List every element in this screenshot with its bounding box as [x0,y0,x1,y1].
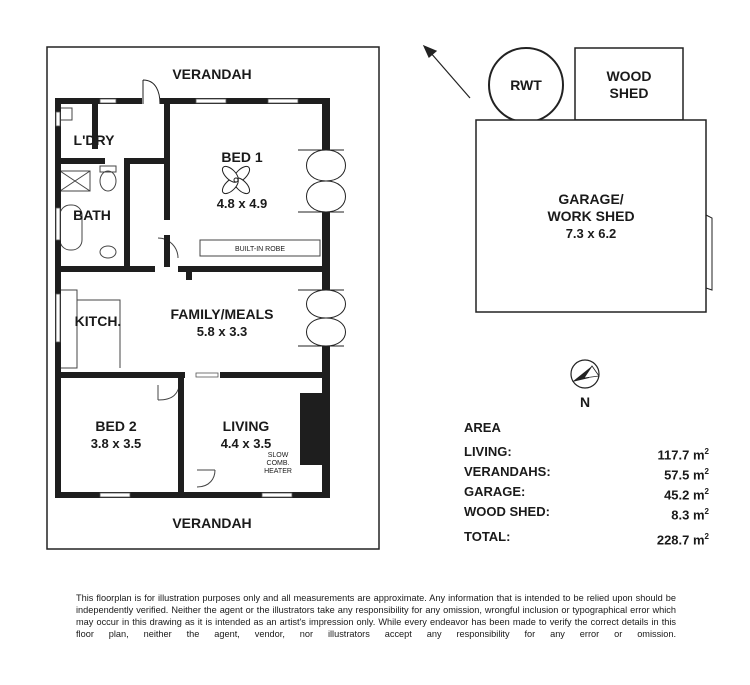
laundry-label: L'DRY [73,132,115,148]
area-row-value: 8.3 $m^2$ [671,507,709,523]
area-row-label: WOOD SHED: [464,504,550,519]
area-row-label: LIVING: [464,444,512,459]
disclaimer-text: This floorplan is for illustration purposes only and all measurements are approximate. Any information that is intended to be relied upon should be independently verified. Neither the agent or the illustrators take any responsibility for any omission, wrongful inclusion or typographical error which may occur in this drawing as it is intended as an artist's impression only. While every endeavor has been made to verify the correct details in this floor plan, neither the agent, vendor, nor illustrators accept any responsibility for any error or omission. [76,593,676,639]
bed1-dimensions: 4.8 x 4.9 [216,196,268,211]
area-row-living [464,442,709,462]
entry-door [142,80,160,105]
area-row-wood-shed [464,502,709,522]
area-total-value: 228.7 $m^2$ [656,532,709,548]
heater-label-line2: COMB. [266,460,290,467]
robe-label: BUILT-IN ROBE [234,246,286,253]
family-meals-label: FAMILY/MEALS [170,306,274,322]
wood-shed-label-line1: WOOD [606,68,652,84]
heater-label-line3: HEATER [264,468,292,475]
living-label: LIVING [222,418,270,434]
wood-shed [575,48,683,120]
ceiling-fan-icon [220,164,253,197]
family-meals-dimensions: 5.8 x 3.3 [196,324,248,339]
wood-shed-label-line2: SHED [609,85,649,101]
area-row-verandahs [464,462,709,482]
compass-icon [571,360,599,388]
area-row-value: 57.5 $m^2$ [664,467,709,483]
living-dimensions: 4.4 x 3.5 [220,436,272,451]
bed1-label: BED 1 [221,149,263,165]
area-row-label: VERANDAHS: [464,464,551,479]
area-row-value: 45.2 $m^2$ [664,487,709,503]
garage-door [706,215,712,290]
bed2-dimensions: 3.8 x 3.5 [90,436,142,451]
verandah-bottom-label: VERANDAH [172,515,252,531]
bath-label: BATH [73,207,111,223]
area-row-value: 117.7 $m^2$ [657,447,709,463]
area-row-label: GARAGE: [464,484,526,499]
north-arrow-icon [424,46,470,98]
heater-label-line1: SLOW [267,452,289,459]
area-row-total [464,527,709,547]
garage-label-line2: WORK SHED [547,208,635,224]
french-doors [298,150,346,346]
garage-dimensions: 7.3 x 6.2 [565,226,617,241]
rwt-label: RWT [510,77,542,93]
compass-north-label: N [579,394,591,410]
verandah-top-label: VERANDAH [172,66,252,82]
bed2-label: BED 2 [95,418,137,434]
area-row-garage [464,482,709,502]
area-title: AREA [464,420,501,435]
area-total-label: TOTAL: [464,529,511,544]
kitchen-label: KITCH. [74,313,122,329]
area-summary [464,420,709,547]
garage-label-line1: GARAGE/ [558,191,624,207]
